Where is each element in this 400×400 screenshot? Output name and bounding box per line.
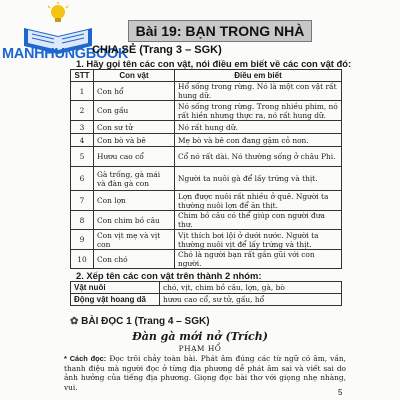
table-row xyxy=(71,250,342,269)
group-label: Vật nuôi xyxy=(71,282,160,294)
section-reading-label: BÀI ĐỌC 1 (Trang 4 – SGK) xyxy=(81,316,210,327)
cell-animal: Con vịt mẹ và vịt con xyxy=(94,230,175,250)
group-value: chó, vịt, chim bồ câu, lợn, gà, bò xyxy=(160,282,342,294)
animal-groups-table xyxy=(70,281,342,306)
cell-info: Chó là người bạn rất gần gũi với con người. xyxy=(175,250,342,269)
cell-info: Mẹ bò và bê con đang gặm cỏ non. xyxy=(175,134,342,147)
page-number: 5 xyxy=(338,388,343,397)
table-row xyxy=(71,82,342,101)
poem-title: Đàn gà mới nở (Trích) xyxy=(132,330,268,343)
cell-animal: Con chim bồ câu xyxy=(94,211,175,230)
cell-animal: Con sư tử xyxy=(94,121,175,134)
cell-stt: 6 xyxy=(71,167,94,191)
instructions-lead: * Cách đọc: xyxy=(64,354,107,363)
cell-stt: 10 xyxy=(71,250,94,269)
cell-stt: 8 xyxy=(71,211,94,230)
cell-info: Nó rất hung dữ. xyxy=(175,121,342,134)
section-share-heading: CHIA SẺ (Trang 3 – SGK) xyxy=(92,44,222,56)
header-info: Điều em biết xyxy=(175,70,342,82)
reading-instructions xyxy=(64,354,346,392)
group-value: hươu cao cổ, sư tử, gấu, hổ xyxy=(160,294,342,306)
cell-animal: Con lợn xyxy=(94,191,175,211)
table-row xyxy=(71,121,342,134)
cell-animal: Con bò và bê xyxy=(94,134,175,147)
table-row xyxy=(71,230,342,250)
table-row xyxy=(71,191,342,211)
table-row xyxy=(71,101,342,121)
cell-animal: Con hổ xyxy=(94,82,175,101)
cell-stt: 9 xyxy=(71,230,94,250)
cell-info: Nó sống trong rừng. Trong nhiều phim, nó rất hiền nhưng thực ra, nó rất hung dữ. xyxy=(175,101,342,121)
cell-stt: 5 xyxy=(71,147,94,167)
table-row xyxy=(71,134,342,147)
group-label: Động vật hoang dã xyxy=(71,294,160,306)
cell-info: Hổ sống trong rừng. Nó là một con vật rất hung dữ. xyxy=(175,82,342,101)
animals-table xyxy=(70,69,342,269)
lesson-title: Bài 19: BẠN TRONG NHÀ xyxy=(128,20,312,42)
cell-info: Vịt thích bơi lội ở dưới nước. Người ta thường nuôi vịt để lấy trứng và thịt. xyxy=(175,230,342,250)
cell-animal: Con chó xyxy=(94,250,175,269)
table-row xyxy=(71,211,342,230)
cell-animal: Con gấu xyxy=(94,101,175,121)
cell-stt: 2 xyxy=(71,101,94,121)
section-reading-heading xyxy=(70,316,210,327)
cell-info: Chim bồ câu có thể giúp con người đưa thư. xyxy=(175,211,342,230)
table-header-row xyxy=(71,70,342,82)
cell-info: Cổ nó rất dài. Nó thường sống ở châu Phi. xyxy=(175,147,342,167)
brand-watermark: MANHHUNGBOOK xyxy=(2,46,129,62)
flower-icon: ✿ xyxy=(70,316,79,327)
cell-animal: Gà trống, gà mái và đàn gà con xyxy=(94,167,175,191)
table-row xyxy=(71,294,342,306)
cell-animal: Hươu cao cổ xyxy=(94,147,175,167)
cell-info: Lợn được nuôi rất nhiều ở quê. Người ta thường nuôi lợn để ăn thịt. xyxy=(175,191,342,211)
question-1: 1. Hãy gọi tên các con vật, nói điều em biết về các con vật đó: xyxy=(76,58,352,69)
instructions-text: Đọc trôi chảy toàn bài. Phát âm đúng các từ ngữ có âm, vần, thanh điệu mà người đọc ở từng địa phương dễ phát âm sai và viết sai do ảnh hưởng của tiếng địa phương. Giọng đọc bài thơ với giọng nhẹ nhàng, vui. xyxy=(64,354,346,392)
cell-stt: 7 xyxy=(71,191,94,211)
cell-stt: 1 xyxy=(71,82,94,101)
table-row xyxy=(71,147,342,167)
header-animal: Con vật xyxy=(94,70,175,82)
table-row xyxy=(71,282,342,294)
cell-stt: 4 xyxy=(71,134,94,147)
poem-author: PHẠM HỔ xyxy=(178,344,222,353)
header-stt: STT xyxy=(71,70,94,82)
cell-stt: 3 xyxy=(71,121,94,134)
cell-info: Người ta nuôi gà để lấy trứng và thịt. xyxy=(175,167,342,191)
table-row xyxy=(71,167,342,191)
question-2: 2. Xếp tên các con vật trên thành 2 nhóm: xyxy=(76,270,262,281)
